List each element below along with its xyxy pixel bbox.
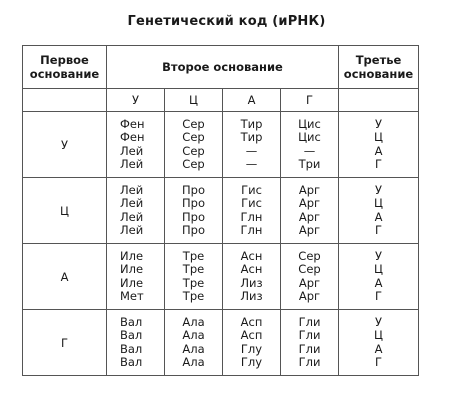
group-row xyxy=(23,310,419,376)
third-base: Ц xyxy=(374,196,383,210)
amino-acid-cell xyxy=(165,310,223,376)
third-base: Ц xyxy=(374,328,383,342)
amino-acid-cell xyxy=(223,178,281,244)
codon-amino-acid: Фен xyxy=(120,130,145,144)
codon-amino-acid: Гли xyxy=(298,328,321,342)
first-base-cell: У xyxy=(23,112,107,178)
third-base: Г xyxy=(374,355,382,369)
codon-amino-acid: Сер xyxy=(182,143,205,158)
codon-amino-acid: Лей xyxy=(120,223,144,237)
codon-amino-acid: Арг xyxy=(298,223,321,237)
amino-acid-cell xyxy=(281,244,339,310)
third-base: А xyxy=(374,341,383,356)
third-base: У xyxy=(374,116,382,131)
amino-acid-cell xyxy=(281,112,339,178)
amino-acid-cell xyxy=(281,310,339,376)
codon-amino-acid: Лиз xyxy=(240,275,263,290)
codon-amino-acid: Гис xyxy=(241,182,262,197)
first-base-cell: А xyxy=(23,244,107,310)
third-base: Г xyxy=(374,157,382,171)
third-base-cell xyxy=(339,112,419,178)
codon-amino-acid: — xyxy=(303,143,316,158)
codon-amino-acid: Цис xyxy=(298,130,321,144)
codon-amino-acid: Асн xyxy=(240,262,263,276)
third-base: А xyxy=(374,209,383,224)
group-row xyxy=(23,178,419,244)
codon-amino-acid: Гли xyxy=(298,355,321,369)
third-base: Ц xyxy=(374,262,383,276)
codon-amino-acid: Ала xyxy=(182,355,205,369)
codon-amino-acid: Три xyxy=(298,157,321,171)
codon-amino-acid: Гис xyxy=(241,196,262,210)
codon-amino-acid: Ала xyxy=(182,341,205,356)
codon-amino-acid: Сер xyxy=(298,262,321,276)
codon-amino-acid: Вал xyxy=(120,314,143,329)
codon-amino-acid: Тир xyxy=(240,116,263,131)
first-base-cell: Ц xyxy=(23,178,107,244)
codon-amino-acid: Гли xyxy=(298,314,321,329)
codon-amino-acid: Сер xyxy=(182,157,205,171)
codon-amino-acid: Про xyxy=(182,182,205,197)
third-base: А xyxy=(374,275,383,290)
amino-acid-cell xyxy=(223,310,281,376)
group-row xyxy=(23,112,419,178)
codon-amino-acid: Иле xyxy=(120,248,144,263)
codon-amino-acid: Сер xyxy=(182,130,205,144)
codon-amino-acid: Вал xyxy=(120,355,143,369)
codon-amino-acid: Тре xyxy=(182,248,205,263)
amino-acid-cell xyxy=(223,244,281,310)
codon-amino-acid: Арг xyxy=(298,196,321,210)
third-base-cell xyxy=(339,310,419,376)
third-base: Г xyxy=(374,223,382,237)
codon-amino-acid: Глн xyxy=(240,223,263,237)
codon-amino-acid: Тре xyxy=(182,262,205,276)
amino-acid-cell xyxy=(107,178,165,244)
amino-acid-cell xyxy=(223,112,281,178)
codon-amino-acid: Цис xyxy=(298,116,321,131)
codon-amino-acid: Вал xyxy=(120,341,143,356)
codon-amino-acid: Иле xyxy=(120,275,144,290)
codon-amino-acid: Про xyxy=(182,223,205,237)
codon-amino-acid: Про xyxy=(182,196,205,210)
codon-amino-acid: Арг xyxy=(298,182,321,197)
genetic-code-table xyxy=(22,45,419,376)
amino-acid-cell xyxy=(165,244,223,310)
codon-amino-acid: Мет xyxy=(120,289,144,303)
amino-acid-cell xyxy=(107,112,165,178)
third-base-cell xyxy=(339,244,419,310)
codon-amino-acid: Асп xyxy=(240,314,263,329)
codon-amino-acid: Иле xyxy=(120,262,144,276)
second-base-cell: Г xyxy=(281,89,339,112)
codon-amino-acid: Лей xyxy=(120,157,144,171)
codon-amino-acid: Глн xyxy=(240,209,263,224)
empty-cell xyxy=(23,89,107,112)
codon-amino-acid: Лей xyxy=(120,182,144,197)
second-base-cell: А xyxy=(223,89,281,112)
codon-amino-acid: Тре xyxy=(182,289,205,303)
codon-amino-acid: Тир xyxy=(240,130,263,144)
codon-amino-acid: Вал xyxy=(120,328,143,342)
second-base-row xyxy=(23,89,419,112)
third-base: У xyxy=(374,182,382,197)
third-base: У xyxy=(374,248,382,263)
codon-amino-acid: Глу xyxy=(240,355,263,369)
codon-amino-acid: Сер xyxy=(298,248,321,263)
second-base-header: Второе основание xyxy=(107,46,339,89)
codon-amino-acid: Лиз xyxy=(240,289,263,303)
codon-amino-acid: — xyxy=(245,157,258,171)
first-base-header: Первое основание xyxy=(23,46,107,89)
third-base: У xyxy=(374,314,382,329)
amino-acid-cell xyxy=(107,310,165,376)
amino-acid-cell xyxy=(165,178,223,244)
codon-amino-acid: Арг xyxy=(298,275,321,290)
amino-acid-cell xyxy=(165,112,223,178)
group-row xyxy=(23,244,419,310)
codon-amino-acid: Асн xyxy=(240,248,263,263)
amino-acid-cell xyxy=(107,244,165,310)
first-base-cell: Г xyxy=(23,310,107,376)
codon-amino-acid: Гли xyxy=(298,341,321,356)
codon-amino-acid: Асп xyxy=(240,328,263,342)
amino-acid-cell xyxy=(281,178,339,244)
codon-amino-acid: Лей xyxy=(120,143,144,158)
empty-cell xyxy=(339,89,419,112)
third-base: Ц xyxy=(374,130,383,144)
second-base-cell: У xyxy=(107,89,165,112)
third-base: Г xyxy=(374,289,382,303)
codon-amino-acid: Ала xyxy=(182,328,205,342)
third-base-cell xyxy=(339,178,419,244)
codon-amino-acid: Арг xyxy=(298,289,321,303)
page-title: Генетический код (иРНК) xyxy=(127,14,326,29)
header-row xyxy=(23,46,419,89)
codon-amino-acid: Про xyxy=(182,209,205,224)
second-base-cell: Ц xyxy=(165,89,223,112)
codon-amino-acid: Ала xyxy=(182,314,205,329)
third-base: А xyxy=(374,143,383,158)
codon-amino-acid: Лей xyxy=(120,209,144,224)
codon-amino-acid: Тре xyxy=(182,275,205,290)
codon-amino-acid: — xyxy=(245,143,258,158)
codon-amino-acid: Арг xyxy=(298,209,321,224)
third-base-header: Третье основание xyxy=(339,46,419,89)
codon-amino-acid: Глу xyxy=(240,341,263,356)
codon-amino-acid: Сер xyxy=(182,116,205,131)
codon-amino-acid: Лей xyxy=(120,196,144,210)
codon-amino-acid: Фен xyxy=(120,116,145,131)
